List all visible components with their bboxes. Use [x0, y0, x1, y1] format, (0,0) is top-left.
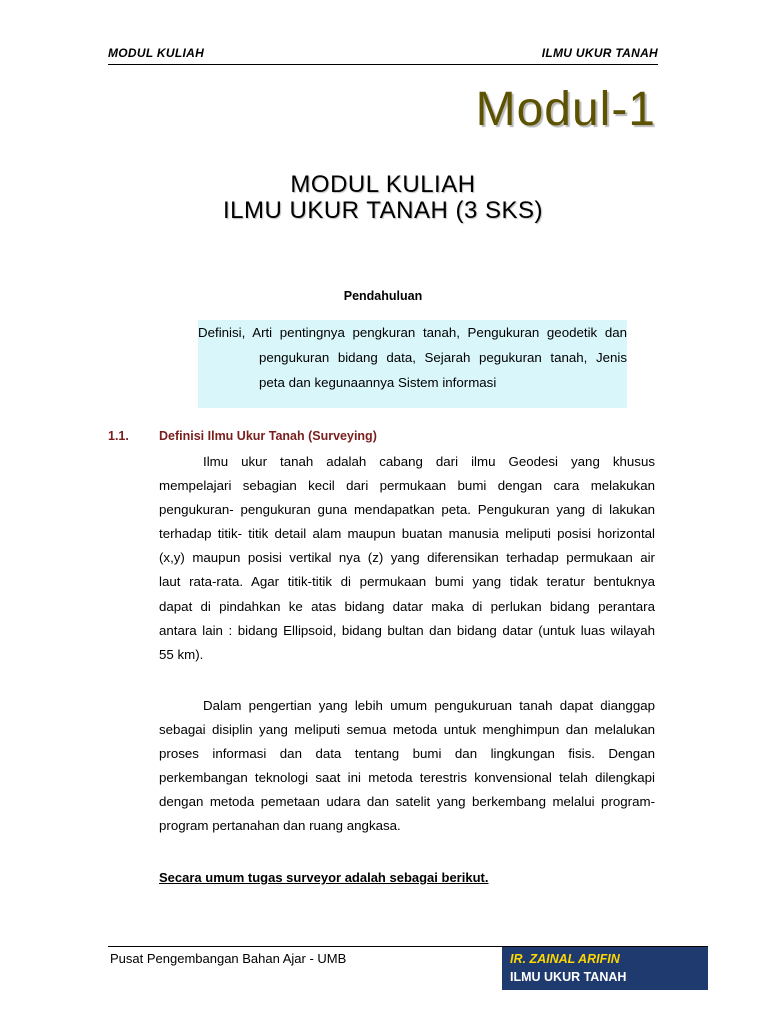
paragraph-line: pengukuran- pengukuran guna mendapatkan peta. Pengukuran yang di lakukan — [159, 502, 655, 518]
course-title-line1: MODUL KULIAH — [290, 171, 476, 198]
page-header — [108, 44, 658, 65]
paragraph-line: terhadap titik- titik detail alam maupun buatan manusia meliputi posisi horizontal — [159, 526, 655, 542]
footer-subject: ILMU UKUR TANAH — [510, 970, 627, 984]
header-right-title: ILMU UKUR TANAH — [541, 46, 658, 60]
paragraph-line: program pertanahan dan ruang angkasa. — [159, 818, 401, 834]
paragraph-line: mempelajari sebagian kecil dari permukaan bumi dengan cara melakukan — [159, 478, 655, 494]
paragraph-line: antara lain : bidang Ellipsoid, bidang bultan dan bidang datar (untuk luas wilayah — [159, 622, 655, 638]
section-title: Definisi Ilmu Ukur Tanah (Surveying) — [159, 429, 377, 443]
paragraph-line: proses informasi dan data tentang bumi dan lingkungan fisis. Dengan — [159, 746, 655, 762]
paragraph-line: (x,y) maupun posisi vertikal nya (z) yang diferensikan terhadap permukaan air — [159, 550, 655, 566]
intro-heading: Pendahuluan — [343, 289, 423, 303]
paragraph-line: 55 km). — [159, 646, 204, 662]
header-left-title: MODUL KULIAH — [108, 46, 205, 60]
paragraph-line: sebagai disiplin yang meliputi semua metoda untuk menghimpun dan melalukan — [159, 722, 655, 738]
surveyor-tasks-heading: Secara umum tugas surveyor adalah sebagai berikut. — [159, 870, 489, 885]
abstract-line-3: peta dan kegunaannya Sistem informasi — [259, 375, 497, 390]
paragraph-line: perkembangan teknologi saat ini metoda terestris konvensional telah dilengkapi — [159, 770, 655, 786]
paragraph-line: dengan metoda pemetaan udara dan satelit yang berkembang melalui program- — [159, 794, 655, 810]
footer-author: IR. ZAINAL ARIFIN — [510, 952, 620, 966]
paragraph-line: Ilmu ukur tanah adalah cabang dari ilmu Geodesi yang khusus — [203, 454, 655, 469]
section-number: 1.1. — [108, 429, 129, 443]
paragraph-2 — [159, 694, 655, 839]
paragraph-line: dapat di pindahkan ke atas bidang datar maka di perlukan bidang perantara — [159, 598, 655, 614]
intro-abstract-box — [198, 320, 627, 408]
paragraph-line: Dalam pengertian yang lebih umum pengukuruan tanah dapat dianggap — [203, 698, 655, 713]
module-label: Modul-1 — [475, 83, 656, 136]
abstract-line-1: Definisi, Arti pentingnya pengkuran tanah, Pengukuran geodetik dan — [198, 325, 627, 340]
paragraph-1 — [159, 450, 655, 667]
footer-author-box — [502, 947, 708, 990]
abstract-line-2: pengukuran bidang data, Sejarah pegukuran tanah, Jenis — [259, 350, 627, 365]
footer-publisher: Pusat Pengembangan Bahan Ajar - UMB — [110, 951, 347, 966]
course-title-line2: ILMU UKUR TANAH (3 SKS) — [223, 197, 543, 224]
paragraph-line: laut rata-rata. Agar titik-titik di permukaan bumi yang tidak teratur bentuknya — [159, 574, 655, 590]
